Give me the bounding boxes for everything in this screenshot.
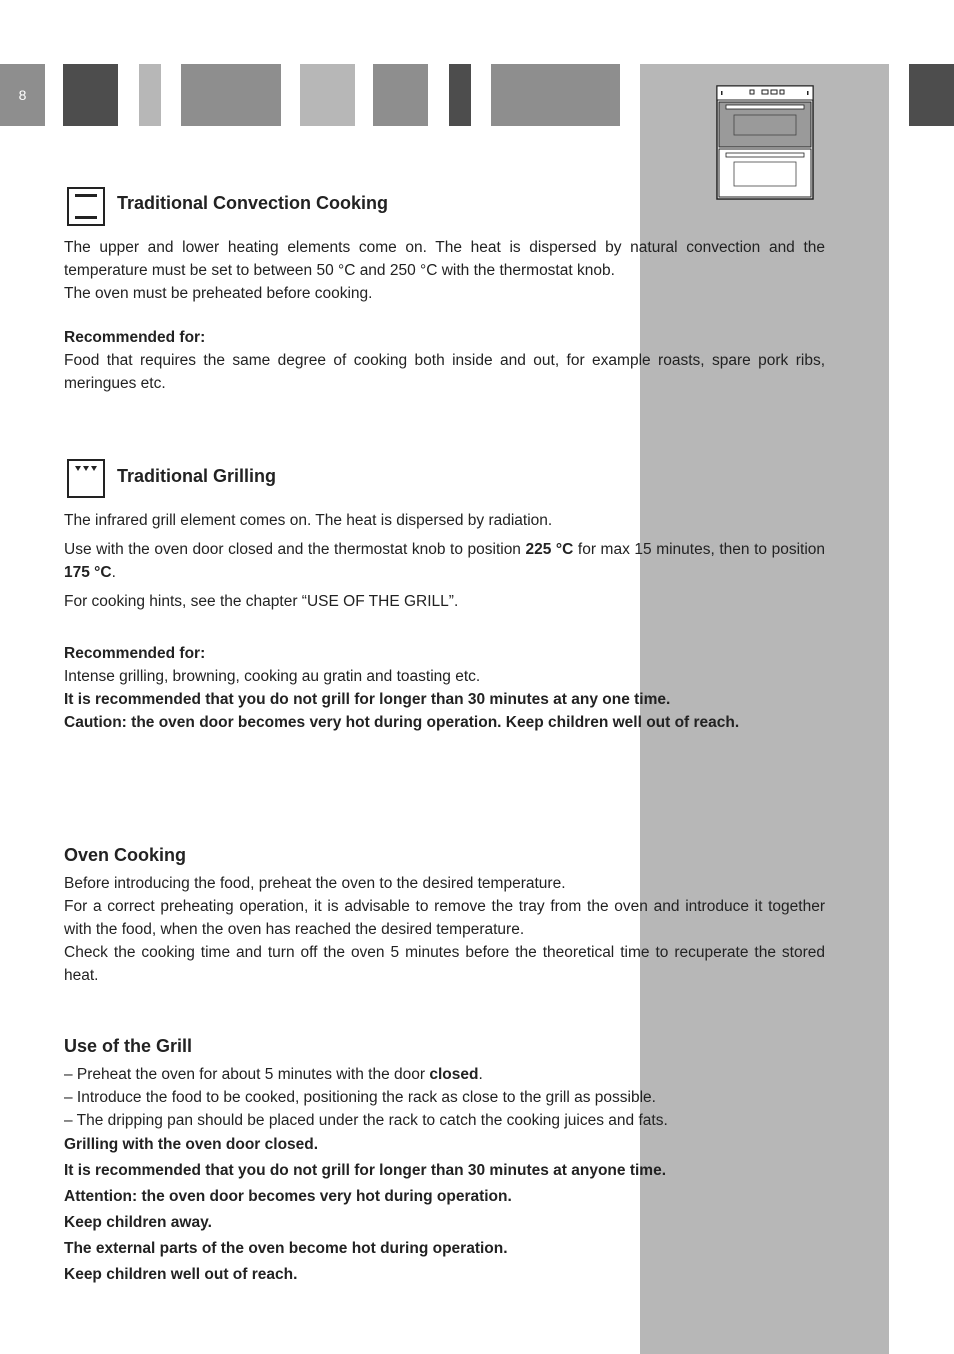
double-oven-icon (716, 85, 814, 200)
warning: Caution: the oven door becomes very hot during operation. Keep children well out of reach. (64, 714, 740, 731)
paragraph: Intense grilling, browning, cooking au gratin and toasting etc. (64, 668, 481, 685)
paragraph: Check the cooking time and turn off the oven 5 minutes before the theoretical time to recuperate the stored heat. (64, 944, 825, 984)
paragraph: Before introducing the food, preheat the oven to the desired temperature. (64, 875, 566, 892)
paragraph: The oven must be preheated before cooking. (64, 285, 373, 302)
page-number: 8 (0, 64, 45, 126)
recommended-label: Recommended for: (64, 329, 206, 346)
paragraph (64, 538, 825, 584)
recommended-label: Recommended for: (64, 645, 206, 662)
convection-body (64, 236, 825, 395)
paragraph: Food that requires the same degree of cooking both inside and out, for example roasts, spare pork ribs, meringues etc. (64, 352, 825, 392)
list-item: – Introduce the food to be cooked, positioning the rack as close to the grill as possible. (64, 1089, 656, 1106)
text-run: – Preheat the oven for about 5 minutes with the door (64, 1066, 430, 1083)
header-block (63, 64, 118, 126)
text-run: Use with the oven door closed and the thermostat knob to position (64, 541, 526, 558)
use-grill-section (64, 1034, 825, 1288)
warning: Attention: the oven door becomes very hot during operation. (64, 1188, 512, 1205)
warning: The external parts of the oven become hot during operation. (64, 1240, 508, 1257)
section-title: Traditional Convection Cooking (117, 193, 389, 213)
header-block (449, 64, 471, 126)
text-run: for max 15 minutes, then to position (573, 541, 825, 558)
paragraph: For cooking hints, see the chapter “USE OF THE GRILL”. (64, 593, 459, 610)
temperature-value: 225 °C (525, 541, 574, 558)
text-run: . (478, 1066, 483, 1083)
emphasis: closed (429, 1066, 479, 1083)
header-block (373, 64, 428, 126)
list-item: – The dripping pan should be placed under the rack to catch the cooking juices and fats. (64, 1112, 668, 1129)
warning: Keep children well out of reach. (64, 1266, 298, 1283)
section-title: Use of the Grill (64, 1036, 193, 1056)
warning: It is recommended that you do not grill for longer than 30 minutes at anyone time. (64, 1162, 666, 1179)
header-block (300, 64, 355, 126)
header-block (181, 64, 281, 126)
grilling-body (64, 509, 825, 734)
temperature-value: 175 °C (64, 564, 112, 581)
list-item (64, 1063, 825, 1086)
text-run: . (111, 564, 116, 581)
paragraph: For a correct preheating operation, it is advisable to remove the tray from the oven and introduce it together with the food, when the oven has reached the desired temperature. (64, 898, 825, 938)
warning: Grilling with the oven door closed. (64, 1136, 319, 1153)
warning: Keep children away. (64, 1214, 212, 1231)
top-bottom-heating-icon (67, 187, 105, 226)
section-title: Oven Cooking (64, 845, 187, 865)
header-block (139, 64, 161, 126)
paragraph: The upper and lower heating elements come on. The heat is dispersed by natural convection and the temperature must be set to between 50 °C and 250 °C with the thermostat knob. (64, 239, 825, 279)
grill-element-icon (67, 459, 105, 498)
oven-cooking-section (64, 843, 825, 987)
warning: It is recommended that you do not grill for longer than 30 minutes at any one time. (64, 691, 671, 708)
header-block (491, 64, 620, 126)
paragraph: The infrared grill element comes on. The heat is dispersed by radiation. (64, 512, 553, 529)
header-block (909, 64, 954, 126)
section-title: Traditional Grilling (117, 466, 277, 486)
